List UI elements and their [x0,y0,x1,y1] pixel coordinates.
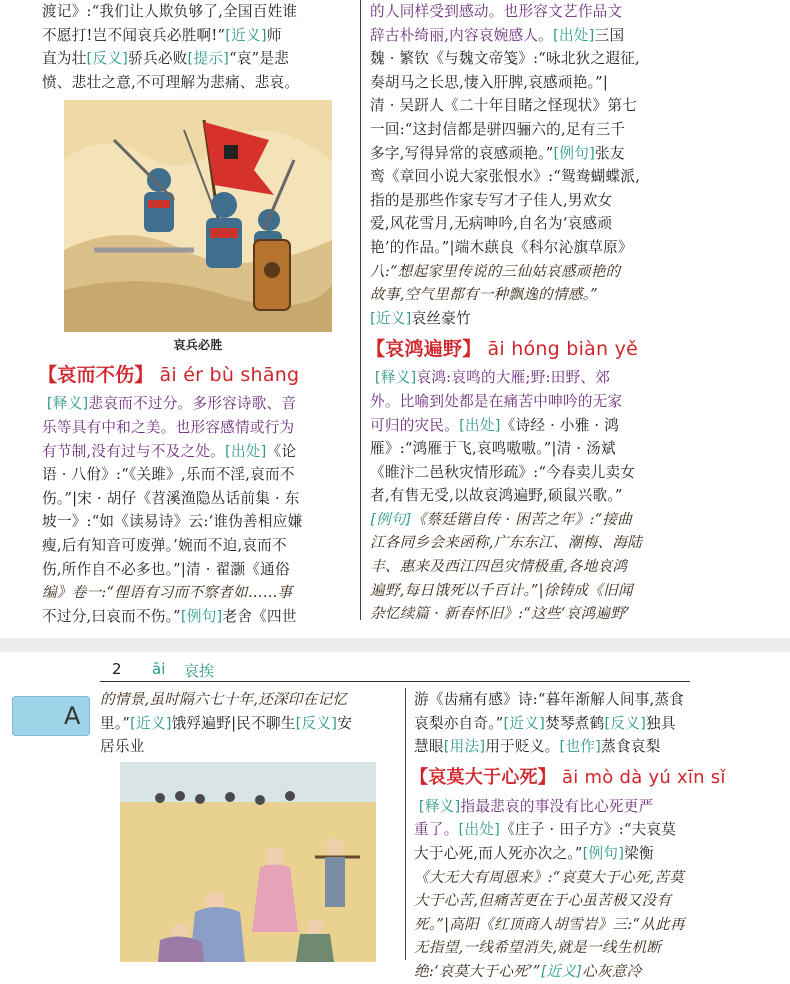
text-line: 有节制,没有过与不及之处。[出处]《论 [42,442,297,460]
text-line: [近义]哀丝豪竹 [370,309,471,327]
text-line: [例句]《蔡廷锴自传 · 困苦之年》:“接曲 [370,510,633,528]
letter-tab [12,696,90,736]
text-line: 奏胡马之长思,悽入肝脾,哀感顽艳。”| [370,73,609,91]
text-line: 杂忆续篇 · 新春怀旧》:“这些‘哀鸿遍野’ [370,605,630,623]
text-line: 伤,所作自不必多也。”|清 · 翟灏《通俗 [42,560,290,578]
text-line: 游《齿痛有感》诗:“暮年渐解人间事,蒸食 [414,691,685,708]
text-line: 大于心死,而人死亦次之。”[例句]梁衡 [414,844,654,862]
text-line: 魏 · 繁钦《与魏文帝笺》:“咏北狄之遐征, [370,50,640,68]
text-line: 《大无大有周恩来》:“哀莫大于心死,苦莫 [414,868,685,886]
entry-headword: 【哀而不伤】 āi ér bù shāng [38,364,300,387]
text-line: 编》卷一:“俚语有习而不察者如……事 [42,584,293,602]
text-line: 的情景,虽时隔六七十年,还深印在记忆 [100,691,348,708]
bottom-page [0,652,790,980]
soldiers-battle-icon [64,100,332,332]
column-divider [405,688,406,960]
text-line: 坡一》:“如《读易诗》云:‘谁伪善相应嫌 [42,513,303,531]
text-line: 直为壮[反义]骄兵必败[提示]“哀”是悲 [42,50,290,68]
text-line: 语 · 八佾》:“《关雎》,乐而不淫,哀而不 [42,466,295,484]
text-line: 爱,风花雪月,无病呻吟,自名为‘哀感顽 [370,215,613,233]
text-line: 乐等具有中和之美。也形容感情或行为 [42,418,295,436]
text-line: 江各同乡会来函称,广东东江、潮梅、海陆 [370,534,643,552]
text-line: 《睢汴二邑秋灾情形疏》:“今春卖儿卖女 [370,463,636,481]
column-divider [360,0,361,620]
tag-tishi: [提示] [187,50,230,68]
text-line: 故事,空气里都有一种飘逸的情感。” [370,286,598,304]
right-column [366,0,686,626]
text-line: 慧眼[用法]用于贬义。[也作]蒸食哀梨 [414,738,661,756]
text-line: 渡记》:“我们让人欺负够了,全国百姓谁 [42,3,298,20]
text-line: 外。比喻到处都是在痛苦中呻吟的无家 [370,392,623,410]
entry-headword: 【哀莫大于心死】 āi mò dà yú xīn sǐ [410,766,726,788]
illustration-refugees [120,762,376,962]
text-line: 丰、惠来及西江四邑灾情极重,各地哀鸿 [370,558,628,576]
text-line: 重了。[出处]《庄子 · 田子方》:“夫哀莫 [414,821,677,839]
text-line: 一回:“这封信都是骈四骊六的,足有三千 [370,120,626,138]
text-line: 鸾《章回小说大家张恨水》:“鸳鸯蝴蝶派, [370,168,641,186]
text-line: 艳’的作品。”|端木蕻良《科尔沁旗草原》 [370,238,633,256]
header-pinyin: āi [152,660,166,678]
header-chars: 哀挨 [184,662,215,680]
text-line: 伤。”|宋 · 胡仔《苕溪渔隐丛话前集 · 东 [42,489,300,507]
refugees-scene-icon [120,762,376,962]
text-line: 指的是那些作家专写才子佳人,男欢女 [370,191,613,209]
text-line: 的人同样受到感动。也形容文艺作品文 [370,3,623,20]
left-column [100,688,396,759]
left-column [38,0,354,628]
text-line: 清 · 吴趼人《二十年目睹之怪现状》第七 [370,97,638,115]
text-line: 哀梨亦自奇。”[近义]焚琴煮鹤[反义]独具 [414,714,676,732]
page-header [100,656,690,682]
right-column [410,688,726,984]
text-line: 雁》:“鸿雁于飞,哀鸣嗷嗷。”|清 · 汤斌 [370,440,616,458]
text-line: 居乐业 [100,738,145,756]
letter-tab-label: A [64,702,81,730]
text-line: 大于心苦,但痛苦更在于心虽苦极又没有 [414,892,672,910]
text-line: 不愿打!岂不闻哀兵必胜啊!”[近义]师 [42,26,282,44]
text-line: 八:“想起家里传说的三仙姑哀感顽艳的 [370,262,621,280]
text-line: 无指望,一线希望消失,就是一线生机断 [414,939,662,957]
text-line: 瘦,后有知音可废弹。’婉而不迫,哀而不 [42,536,287,554]
text-line: 死。”|高阳《红顶商人胡雪岩》三:“从此再 [414,915,685,933]
text-line: 绝:‘哀莫大于心死’”[近义]心灰意冷 [414,962,642,980]
text-line: 里。”[近义]饿殍遍野|民不聊生[反义]安 [100,714,353,732]
text-line: 辞古朴绮丽,内容哀婉感人。[出处]三国 [370,26,625,44]
text-line: [释义]哀鸿:哀鸣的大雁;野:田野、郊 [374,369,611,387]
page-gap [0,638,790,652]
text-line: [释义]指最悲哀的事没有比心死更严 [418,797,654,815]
page-number: 2 [112,660,122,678]
illustration-caption: 哀兵必胜 [173,338,223,353]
text-line: 不过分,曰哀而不伤。”[例句]老舍《四世 [42,607,297,625]
text-line: 愤、悲壮之意,不可理解为悲痛、悲哀。 [42,73,300,91]
entry-headword: 【哀鸿遍野】 āi hóng biàn yě [366,338,639,361]
tag-jinyi: [近义] [225,26,267,44]
tag-fanyi: [反义] [86,50,129,68]
text-line: 者,有售无受,以故哀鸿遍野,硕鼠兴歌。” [370,487,623,505]
illustration-soldiers [64,100,332,356]
text-line: 可归的灾民。[出处]《诗经 · 小雅 · 鸿 [370,416,620,434]
text-line: [释义]悲哀而不过分。多形容诗歌、音 [46,395,297,413]
text-line: 遍野,每日饿死以千百计。”|徐铸成《旧闻 [370,581,633,599]
text-line: 多字,写得异常的哀感顽艳。”[例句]张友 [370,144,625,162]
